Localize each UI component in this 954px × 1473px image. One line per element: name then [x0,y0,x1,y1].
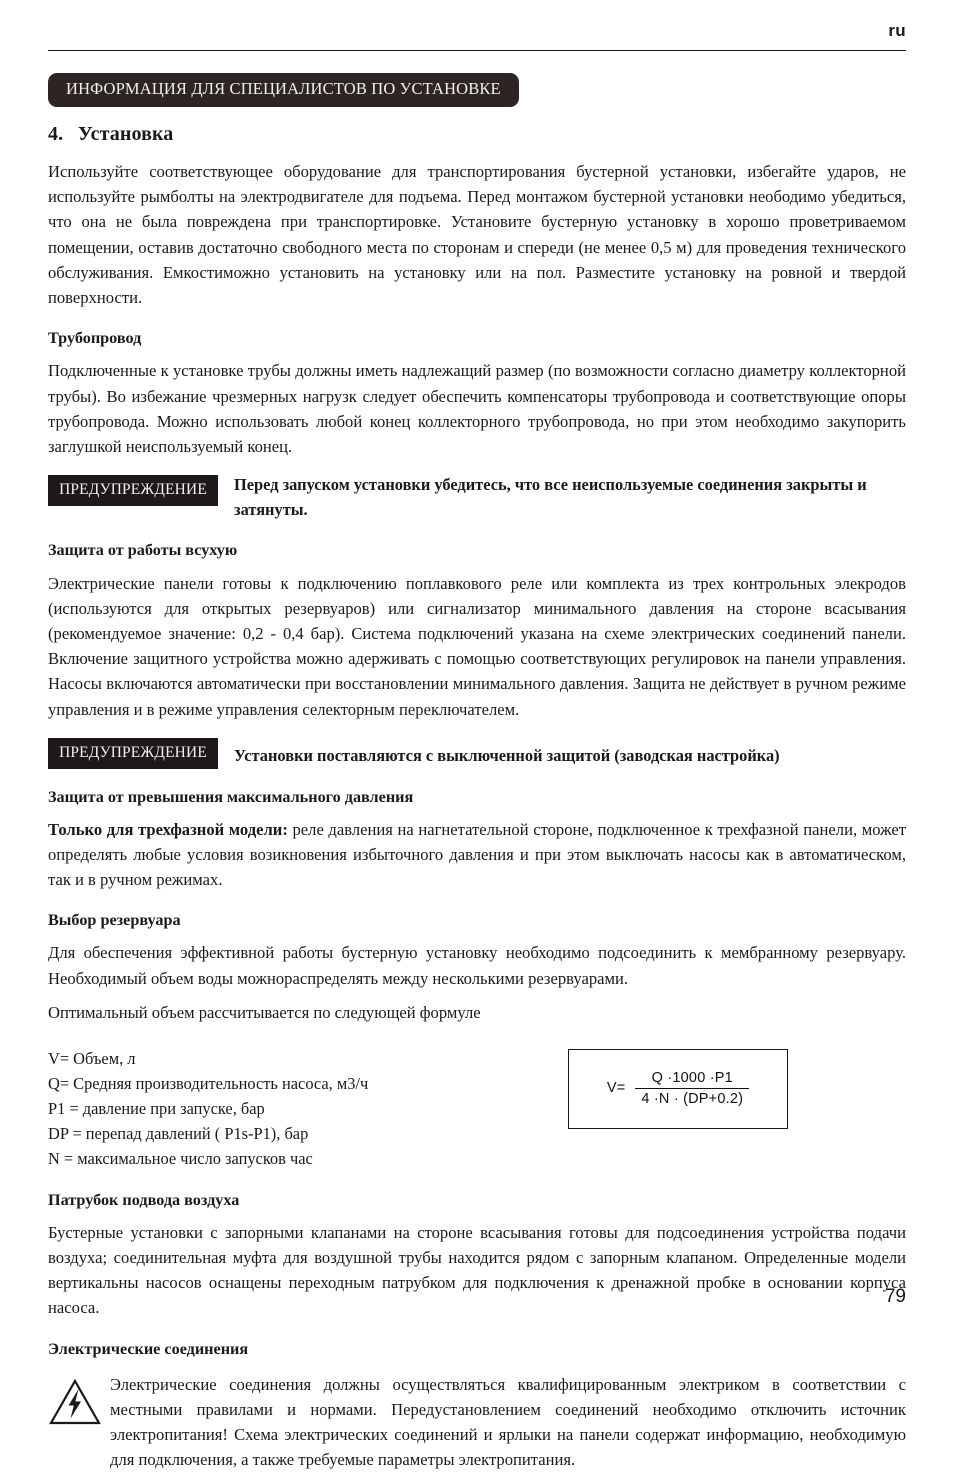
warning-text: Установки поставляются с выключенной защитой (заводская настройка) [234,745,780,765]
header-divider [48,50,906,51]
heading-air-inlet: Патрубок подвода воздуха [48,1190,240,1209]
list-item: N = максимальное число запусков час [48,1148,313,1168]
paragraph-air-inlet: Бустерные установки с запорными клапанами на стороне всасывания готовы для подсоединения устройства подачи воздуха; соединительная муфта для воздушной трубы находится рядом с запорным клапаном. Определенные модели вертикальны насосов оснащены переходным патрубком для подключения к дренажной пробке в основании корпуса насоса. [48,1222,906,1318]
paragraph-tank-selection: Для обеспечения эффективной работы бустерную установку необходимо подсоединить к мембранному резервуару. Необходимый объем воды можнораспределять между несколькими резервуарами. [48,943,906,988]
page-number: 79 [884,1286,906,1307]
section-banner: ИНФОРМАЦИЯ ДЛЯ СПЕЦИАЛИСТОВ ПО УСТАНОВКЕ [48,73,519,107]
paragraph-formula-intro: Оптимальный объем рассчитывается по следующей формуле [48,1002,481,1022]
paragraph-overpressure-protection [48,817,906,893]
intro-paragraph: Используйте соответствующее оборудование для транспортирования бустерной установки, избегайте ударов, не используйте рымболты на электродвигателе для подъема. Перед монтажом бустерной установки неободимо убедиться, что она не была повреждена при транспортировке. Установите бустерную установку в хорошо проветриваемом помещении, оставив достаточно свободного места по сторонам и спереди (не менее 0,5 м) для проведения технического обслуживания. Емкостиможно установить на установку или на пол. Разместите установку на ровной и твердой поверхности. [48,161,906,308]
list-item: V= Объем, л [48,1048,136,1068]
formula-area [48,1047,906,1172]
warning-label: ПРЕДУПРЕЖДЕНИЕ [48,738,218,769]
formula-numerator: Q ·1000 ·P1 [651,1070,733,1087]
formula-expression [607,1070,749,1107]
paragraph-bold-lead: Только для трехфазной модели: [48,819,288,839]
warning-text: Перед запуском установки убедитесь, что все неиспользуемые соединения закрыты и затянуты. [234,475,867,519]
formula-fraction [635,1070,749,1107]
warning-block-factory-setting [48,738,906,769]
paragraph-electrical-connections: Электрические соединения должны осуществляться квалифицированным электриком в соответствии с местными правилами и нормами. Передустановлением соединений необходимо отключить источник электропитания! Схема электрических соединений и ярлыки на панели содержат информацию, необходимую для подключения, а также требуемые параметры электропитания. [110,1374,906,1470]
list-item: Q= Средняя производительность насоса, м3/ч [48,1073,369,1093]
list-item: P1 = давление при запуске, бар [48,1098,265,1118]
heading-pipeline: Трубопровод [48,329,142,348]
formula-legend-list [48,1047,548,1172]
formula-denominator: 4 ·N · (DP+0.2) [641,1091,744,1108]
warning-block-connections [48,475,906,522]
heading-electrical-connections: Электрические соединения [48,1339,249,1358]
warning-label: ПРЕДУПРЕЖДЕНИЕ [48,475,218,506]
chapter-title: Установка [78,122,174,145]
paragraph-rest: реле давления на нагнетательной стороне, подключенное к трехфазной панели, может определять любые условия возикновения избыточного давления и при этом выключать насосы как в автоматическом, так и в ручном режимах. [48,819,906,890]
formula-box [568,1049,788,1129]
chapter-number: 4. [48,122,64,145]
language-code: ru [888,21,906,40]
formula-left-hand-side: V= [606,1080,626,1097]
heading-dry-run-protection: Защита от работы всухую [48,541,238,560]
heading-overpressure-protection: Защита от превышения максимального давления [48,787,414,806]
paragraph-dry-run-protection: Электрические панели готовы к подключению поплавкового реле или комплекта из трех контрольных элекродов (используются для открытых резервуаров) или сигнализатор минимального давления на стороне всасывания (рекомендуемое значение: 0,2 - 0,4 бар). Система подключений указана на схеме электрических соединений панели. Включение защитного устройства можно адерживать с помощью соответствующих регулировок на панели управления. Насосы включаются автоматически при восстановлении минимального давления. Защита не действует в ручном режиме управления и в режиме управления селекторным переключателем. [48,573,906,719]
electrical-note-row [48,1372,906,1473]
page-title [48,123,906,146]
heading-tank-selection: Выбор резервуара [48,911,181,930]
list-item: DP = перепад давлений ( P1s-P1), бар [48,1123,309,1143]
paragraph-pipeline: Подключенные к установке трубы должны иметь надлежащий размер (по возможности согласно диаметру коллекторной трубы). Во избежание чрезмерных нагрузк следует обеспечить компенсаторы трубопровода и соответствующие опоры трубопровода. Можно использовать любой конец коллекторного трубопровода, но при этом необходимо закупорить заглушкой неиспользуемый конец. [48,361,906,456]
page-content [48,0,906,1473]
electric-hazard-icon [48,1372,110,1426]
page-header [48,0,906,41]
